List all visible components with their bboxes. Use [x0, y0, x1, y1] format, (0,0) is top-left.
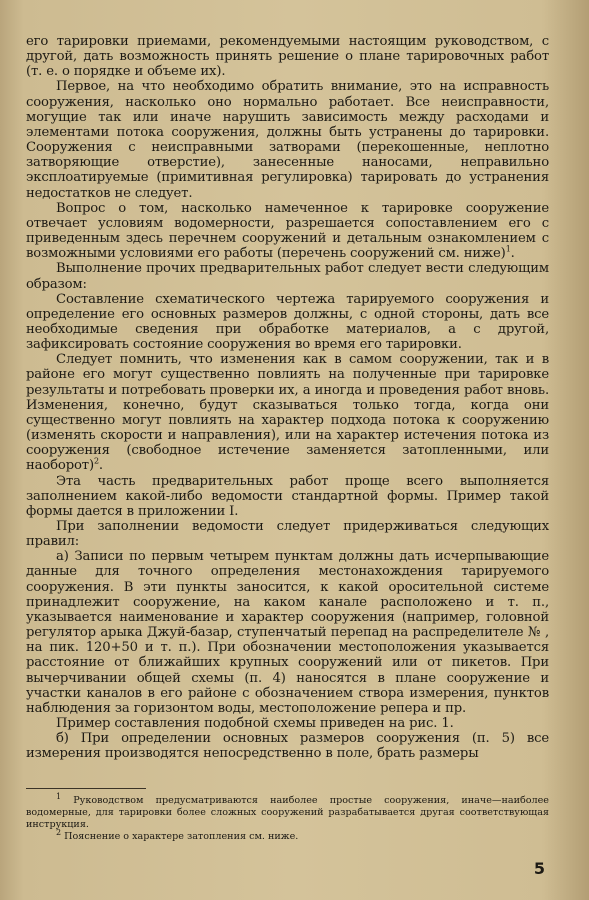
- body-text: [26, 34, 549, 762]
- paragraph-text: б) При определении основных размеров сооружения (п. 5) все измерения производятся непосредственно в поле, брать размеры: [26, 731, 549, 762]
- footnote-reference: 2: [93, 456, 99, 466]
- paragraph: [26, 716, 549, 731]
- footnote-text: Руководством предусматриваются наиболее простые сооружения, иначе—наиболее водомерные, для тарировки более сложных сооружений разрабатывается другая соответствующая инструкция.: [26, 794, 549, 830]
- footnote-reference: 1: [505, 244, 511, 254]
- page-number: 5: [533, 859, 545, 878]
- footnote-mark: 2: [56, 827, 62, 837]
- paragraph: [26, 352, 549, 473]
- paragraph: [26, 731, 549, 761]
- paragraph-text: а) Записи по первым четырем пунктам должны дать исчерпывающие данные для точного определения местонахождения тарируемого сооружения. В эти пункты заносится, к какой оросительной системе принадлежит сооружение, на каком канале расположено и т. п., указывается наименование и характер сооружения (например, головной регулятор арыка Джуй-базар, ступенчатый перепад на распределителе № , на пик. 120+50 и т. п.). При обозначении местоположения указывается расстояние от ближайших крупных сооружений или от пикетов. При вычерчивании общей схемы (п. 4) наносятся в плане сооружение и участки каналов в его районе с обозначением створа измерения, пунктов наблюдения за горизонтом воды, местоположение репера и пр.: [26, 549, 549, 716]
- paragraph-text: Пример составления подобной схемы приведен на рис. 1.: [56, 716, 454, 732]
- paragraph-text: Первое, на что необходимо обратить внимание, это на исправность сооружения, насколько оно нормально работает. Все неисправности, могущие так или иначе нарушить зависимость между расходами и элементами потока сооружения, должны быть устранены до тарировки. Сооружения с неисправными затворами (перекошенные, неплотно затворяющие отверстие), занесенные наносами, неправильно эксплоатируемые (примитивная регулировка) тарировать до устранения недостатков не следует.: [26, 79, 549, 201]
- paragraph-text: При заполнении ведомости следует придерживаться следующих правил:: [26, 519, 549, 550]
- footnote: [26, 791, 549, 831]
- footnotes: [26, 791, 549, 843]
- footnote-mark: 1: [56, 791, 62, 801]
- footnote: [26, 827, 549, 843]
- paragraph: [26, 201, 549, 262]
- paragraph-tail: .: [510, 246, 515, 262]
- paragraph-tail: .: [98, 458, 103, 474]
- paragraph: [26, 474, 549, 519]
- paragraph-text: Вопрос о том, насколько намеченное к тарировке сооружение отвечает условиям водомерности, разрешается сопоставлением его с приведенным здесь перечнем сооружений и детальным ознакомлением с возможными условиями его работы (перечень сооружений см. ниже): [26, 200, 549, 262]
- paragraph: [26, 261, 549, 291]
- paragraph-text: Выполнение прочих предварительных работ следует вести следующим образом:: [26, 261, 549, 292]
- paragraph-text: Следует помнить, что изменения как в самом сооружении, так и в районе его могут существенно повлиять на полученные при тарировке результаты и потребовать проверки их, а иногда и проведения работ вновь. Изменения, конечно, будут сказываться только тогда, когда они существенно могут повлиять на характер подхода потока к сооружению (изменять скорости и направления), или на характер истечения потока из сооружения (свободное истечение заменяется затопленными, или наоборот): [26, 352, 549, 474]
- paragraph-text: Составление схематического чертежа тарируемого сооружения и определение его основных размеров должны, с одной стороны, дать все необходимые сведения при обработке материалов, а с другой, зафиксировать состояние сооружения во время его тарировки.: [26, 291, 549, 353]
- paragraph: [26, 79, 549, 200]
- paragraph: [26, 519, 549, 549]
- paragraph: [26, 34, 549, 79]
- footnote-divider: [26, 788, 146, 789]
- paragraph-text: его тарировки приемами, рекомендуемыми настоящим руководством, с другой, дать возможность принять решение о плане тарировочных работ (т. е. о порядке и объеме их).: [26, 34, 549, 80]
- paragraph-text: Эта часть предварительных работ проще всего выполняется заполнением какой-либо ведомости стандартной формы. Пример такой формы дается в приложении I.: [26, 473, 549, 519]
- footnote-text: Пояснение о характере затопления см. ниже.: [64, 830, 299, 842]
- paragraph: [26, 549, 549, 716]
- paragraph: [26, 292, 549, 353]
